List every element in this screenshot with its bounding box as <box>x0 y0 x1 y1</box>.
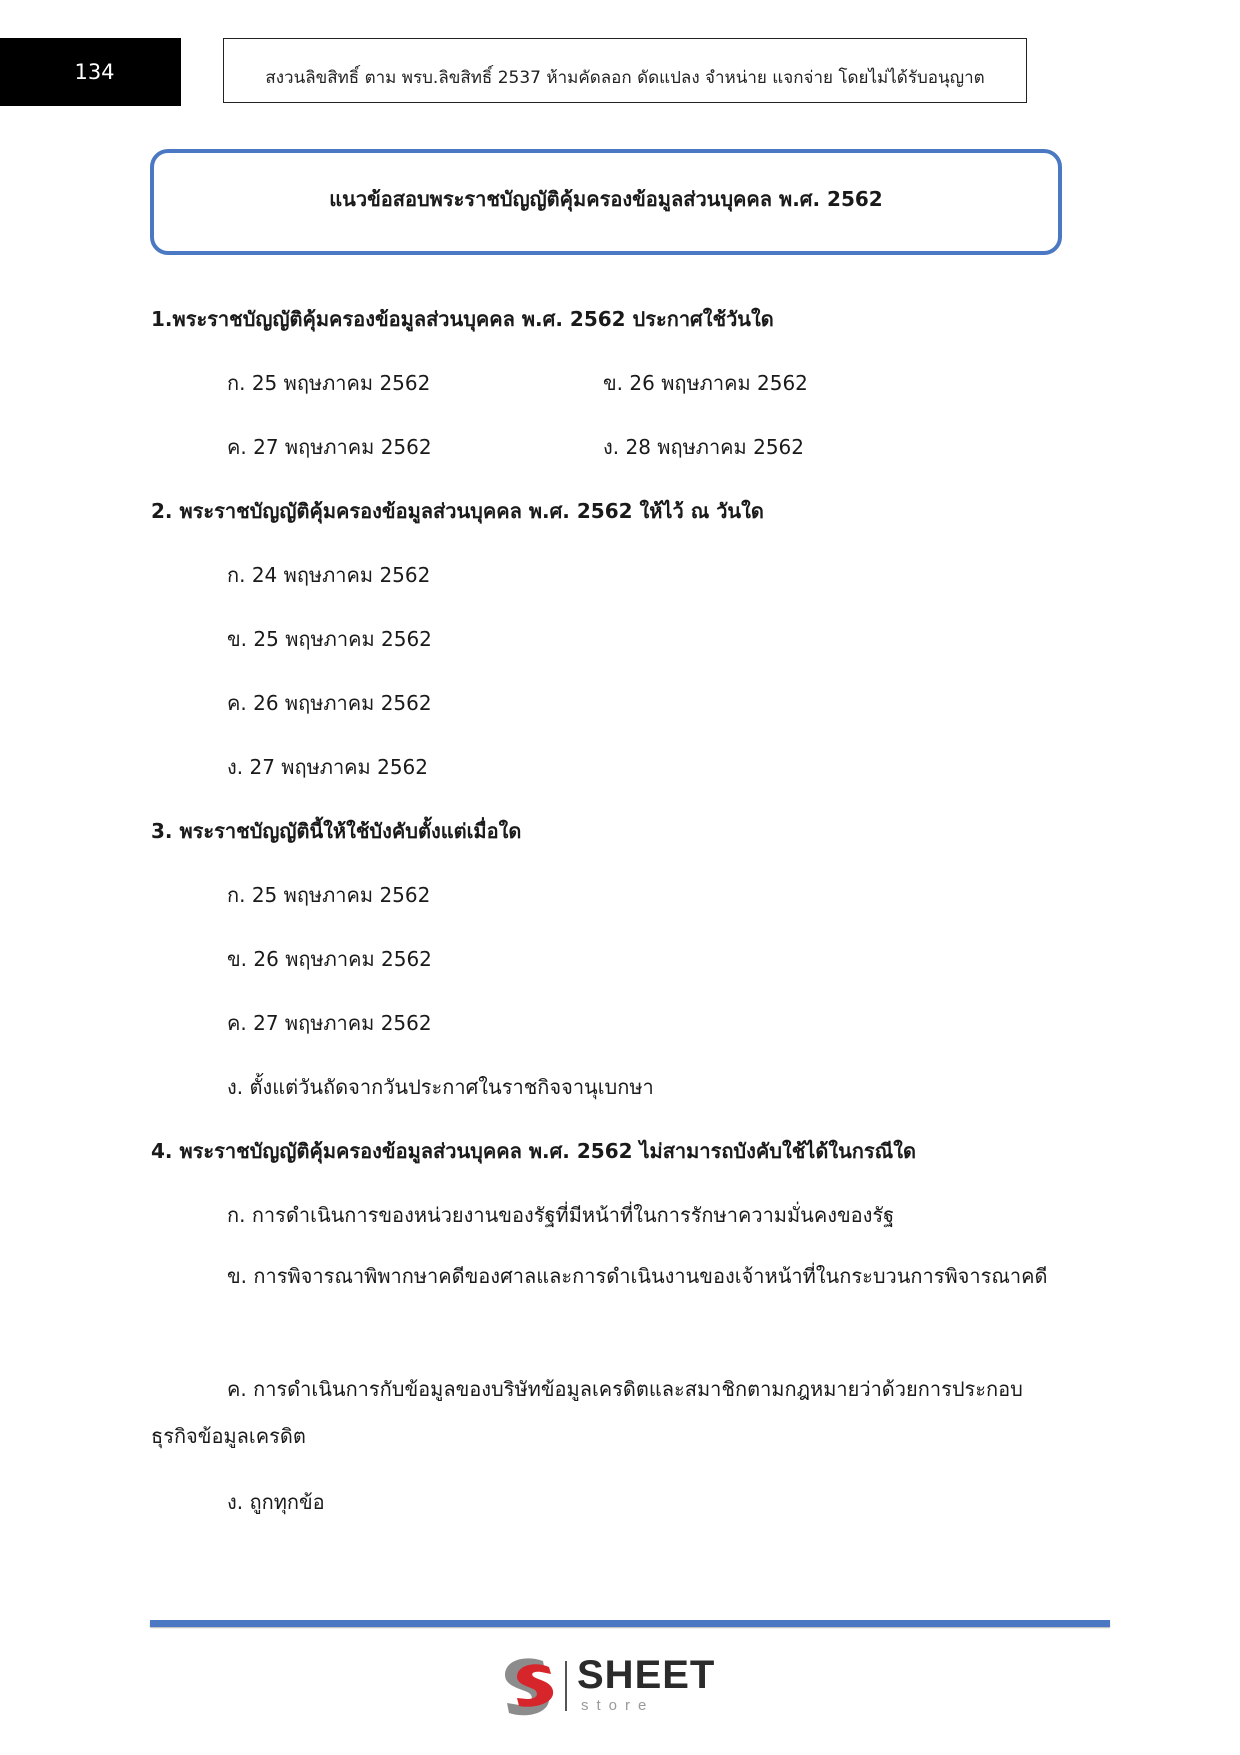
question-4: 4. พระราชบัญญัติคุ้มครองข้อมูลส่วนบุคคล พ.ศ. 2562 ไม่สามารถบังคับใช้ได้ในกรณีใด <box>151 1139 916 1163</box>
question-3-option-d: ง. ตั้งแต่วันถัดจากวันประกาศในราชกิจจานุเบกษา <box>227 1075 654 1099</box>
question-1-option-b: ข. 26 พฤษภาคม 2562 <box>603 371 808 395</box>
question-4-option-b: ข. การพิจารณาพิพากษาคดีของศาลและการดำเนินงานของเจ้าหน้าที่ในกระบวนการพิจารณาคดี <box>227 1264 1048 1288</box>
question-2-option-c: ค. 26 พฤษภาคม 2562 <box>227 691 432 715</box>
question-3-option-c: ค. 27 พฤษภาคม 2562 <box>227 1011 432 1035</box>
question-2-option-d: ง. 27 พฤษภาคม 2562 <box>227 755 428 779</box>
question-4-option-a: ก. การดำเนินการของหน่วยงานของรัฐที่มีหน้าที่ในการรักษาความมั่นคงของรัฐ <box>227 1203 895 1227</box>
logo-subtext: store <box>581 1697 655 1714</box>
sheet-store-s-icon <box>497 1653 559 1719</box>
question-4-option-c: ค. การดำเนินการกับข้อมูลของบริษัทข้อมูลเครดิตและสมาชิกตามกฎหมายว่าด้วยการประกอบธุรกิจข้อมูลเครดิต <box>151 1377 1023 1448</box>
question-2-option-a: ก. 24 พฤษภาคม 2562 <box>227 563 431 587</box>
footer-divider <box>150 1620 1110 1627</box>
logo-text: SHEET <box>577 1653 716 1697</box>
question-1: 1.พระราชบัญญัติคุ้มครองข้อมูลส่วนบุคคล พ.ศ. 2562 ประกาศใช้วันใด <box>151 307 774 331</box>
question-2-option-b: ข. 25 พฤษภาคม 2562 <box>227 627 432 651</box>
page-title: แนวข้อสอบพระราชบัญญัติคุ้มครองข้อมูลส่วนบุคคล พ.ศ. 2562 <box>329 187 883 211</box>
question-1-option-a: ก. 25 พฤษภาคม 2562 <box>227 371 431 395</box>
question-3: 3. พระราชบัญญัตินี้ให้ใช้บังคับตั้งแต่เมื่อใด <box>151 819 522 843</box>
page-number: 134 <box>0 38 181 106</box>
question-1-option-c: ค. 27 พฤษภาคม 2562 <box>227 435 432 459</box>
question-1-option-d: ง. 28 พฤษภาคม 2562 <box>603 435 804 459</box>
question-3-option-b: ข. 26 พฤษภาคม 2562 <box>227 947 432 971</box>
logo-divider <box>565 1661 567 1711</box>
question-3-option-a: ก. 25 พฤษภาคม 2562 <box>227 883 431 907</box>
copyright-notice-text: สงวนลิขสิทธิ์ ตาม พรบ.ลิขสิทธิ์ 2537 ห้ามคัดลอก ดัดแปลง จำหน่าย แจกจ่าย โดยไม่ได้รับอนุญาต <box>265 68 985 88</box>
question-2: 2. พระราชบัญญัติคุ้มครองข้อมูลส่วนบุคคล พ.ศ. 2562 ให้ไว้ ณ วันใด <box>151 499 764 523</box>
question-4-option-d: ง. ถูกทุกข้อ <box>227 1490 325 1514</box>
sheet-store-logo <box>497 1653 717 1719</box>
